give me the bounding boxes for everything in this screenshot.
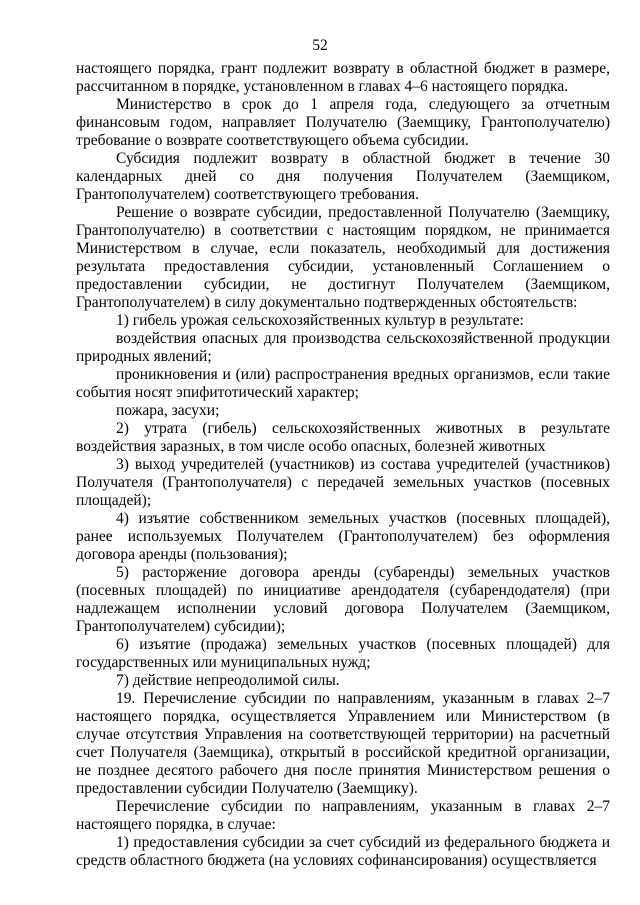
paragraph: 1) гибель урожая сельскохозяйственных культур в результате:	[116, 312, 524, 329]
paragraph: Министерство в срок до 1 апреля года, следующего за отчетным финансовым годом, направляет Получателю (Заемщику, Грантополучателю) требование о возврате соответствующего объема субсидии.	[76, 96, 610, 149]
paragraph: 7) действие непреодолимой силы.	[116, 672, 340, 689]
paragraph: Субсидия подлежит возврату в областной бюджет в течение 30 календарных дней со дня получения Получателем (Заемщиком, Грантополучателем) соответствующего требования.	[76, 150, 610, 203]
page-number: 52	[312, 37, 328, 54]
paragraph: проникновения и (или) распространения вредных организмов, если такие события носят эпифитотический характер;	[76, 366, 610, 401]
paragraph: 2) утрата (гибель) сельскохозяйственных животных в результате воздействия заразных, в том числе особо опасных, болезней животных	[76, 420, 610, 455]
paragraph: воздействия опасных для производства сельскохозяйственной продукции природных явлений;	[76, 330, 610, 365]
paragraph: 5) расторжение договора аренды (субаренды) земельных участков (посевных площадей) по инициативе арендодателя (субарендодателя) (при надлежащем исполнении условий договора Получателем (Заемщиком, Грантополучателем) субсидии);	[76, 564, 610, 635]
paragraph: Решение о возврате субсидии, предоставленной Получателю (Заемщику, Грантополучателю) в соответствии с настоящим порядком, не принимается Министерством в случае, если показатель, необходимый для достижения результата предоставления субсидии, установленный Соглашением о предоставлении субсидии, не достигнут Получателем (Заемщиком, Грантополучателем) в силу документально подтвержденных обстоятельств:	[76, 204, 610, 311]
paragraph: пожара, засухи;	[116, 402, 220, 419]
paragraph: 1) предоставления субсидии за счет субсидий из федерального бюджета и средств областного бюджета (на условиях софинансирования) осуществляется	[76, 834, 610, 869]
paragraph: настоящего порядка, грант подлежит возврату в областной бюджет в размере, рассчитанном в порядке, установленном в главах 4–6 настоящего порядка.	[76, 60, 610, 95]
paragraph: Перечисление субсидии по направлениям, указанным в главах 2–7 настоящего порядка, в случае:	[76, 798, 610, 833]
paragraph: 4) изъятие собственником земельных участков (посевных площадей), ранее используемых Получателем (Грантополучателем) без оформления договора аренды (пользования);	[76, 510, 610, 563]
paragraph: 3) выход учредителей (участников) из состава учредителей (участников) Получателя (Грантополучателя) с передачей земельных участков (посевных площадей);	[76, 456, 610, 509]
paragraph: 19. Перечисление субсидии по направлениям, указанным в главах 2–7 настоящего порядка, осуществляется Управлением или Министерством (в случае отсутствия Управления на соответствующей территории) на расчетный счет Получателя (Заемщика), открытый в российской кредитной организации, не позднее десятого рабочего дня после принятия Министерством решения о предоставлении субсидии Получателю (Заемщику).	[76, 690, 610, 797]
paragraph: 6) изъятие (продажа) земельных участков (посевных площадей) для государственных или муниципальных нужд;	[76, 636, 610, 671]
page-body	[76, 60, 610, 870]
